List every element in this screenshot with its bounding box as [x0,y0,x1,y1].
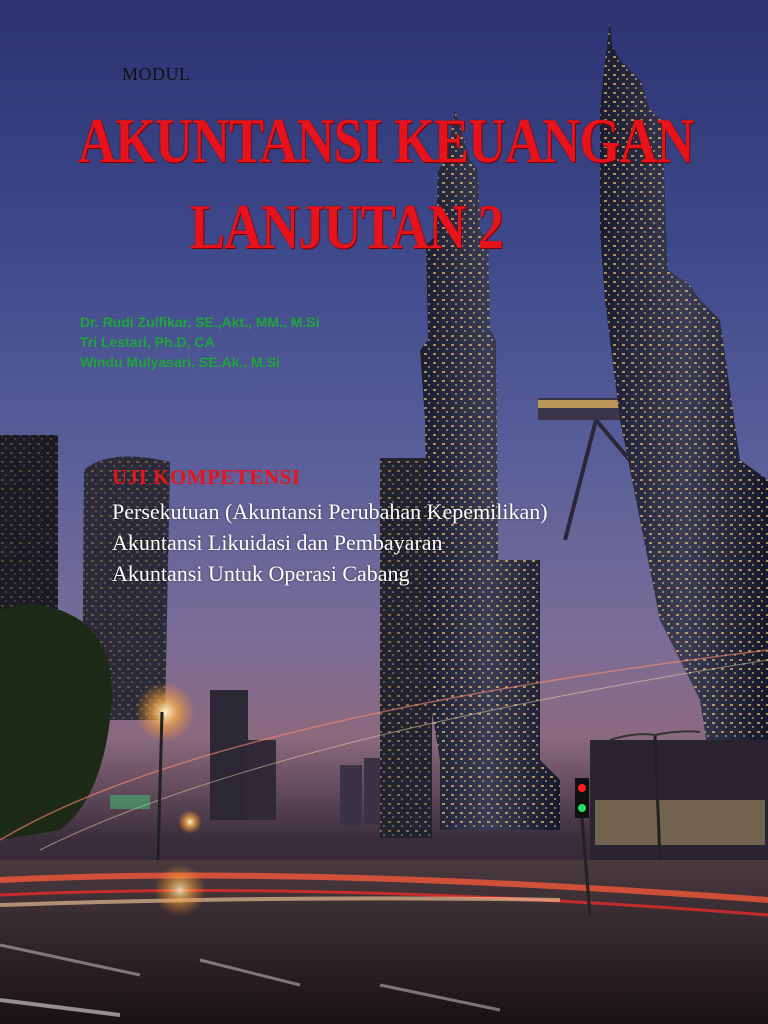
series-label: MODUL [122,64,191,84]
topic-list [112,496,548,589]
topic-item: Akuntansi Likuidasi dan Pembayaran [112,530,443,555]
author-name: Tri Lestari, Ph.D, CA [80,334,215,350]
author-list [80,312,320,372]
section-heading: UJI KOMPETENSI [112,465,301,489]
book-title-line-1: AKUNTANSI KEUANGAN [78,105,694,176]
book-title-line-2: LANJUTAN 2 [190,191,504,262]
author-name: Dr. Rudi Zulfikar, SE.,Akt., MM., M.Si [80,314,320,330]
author-name: Windu Mulyasari, SE.Ak., M.Si [80,354,280,370]
topic-item: Akuntansi Untuk Operasi Cabang [112,561,410,586]
topic-item: Persekutuan (Akuntansi Perubahan Kepemilikan) [112,499,548,524]
